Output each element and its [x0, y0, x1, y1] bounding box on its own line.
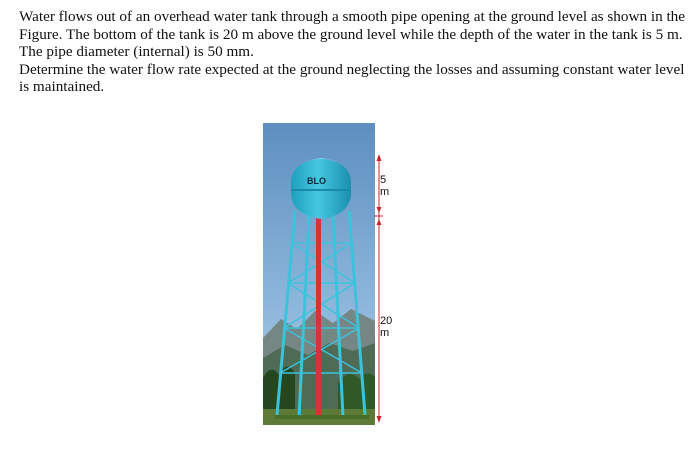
problem-paragraph-2: Determine the water flow rate expected at the ground neglecting the losses and assuming constant water level is maintained. [19, 60, 685, 96]
water-tower-figure [263, 123, 393, 425]
problem-statement [19, 8, 689, 96]
arrow-mid-up [377, 219, 382, 225]
arrow-mid-down [377, 207, 382, 213]
tank-lettering: BLO [307, 176, 326, 186]
dim-label-20m: 20 m [380, 315, 393, 339]
ground-shadow [275, 415, 369, 419]
dim-label-5m: 5 m [380, 174, 390, 198]
water-tower-photo [263, 123, 383, 425]
tank-balcony [291, 189, 351, 191]
arrow-top [377, 154, 382, 161]
riser-pipe [316, 213, 321, 417]
arrow-bottom [377, 416, 382, 423]
problem-paragraph-1: Water flows out of an overhead water tank through a smooth pipe opening at the ground level as shown in the Figure. The bottom of the tank is 20 m above the ground level while the depth of the water in the tank is 5 m. The pipe diameter (internal) is 50 mm. [19, 8, 686, 61]
